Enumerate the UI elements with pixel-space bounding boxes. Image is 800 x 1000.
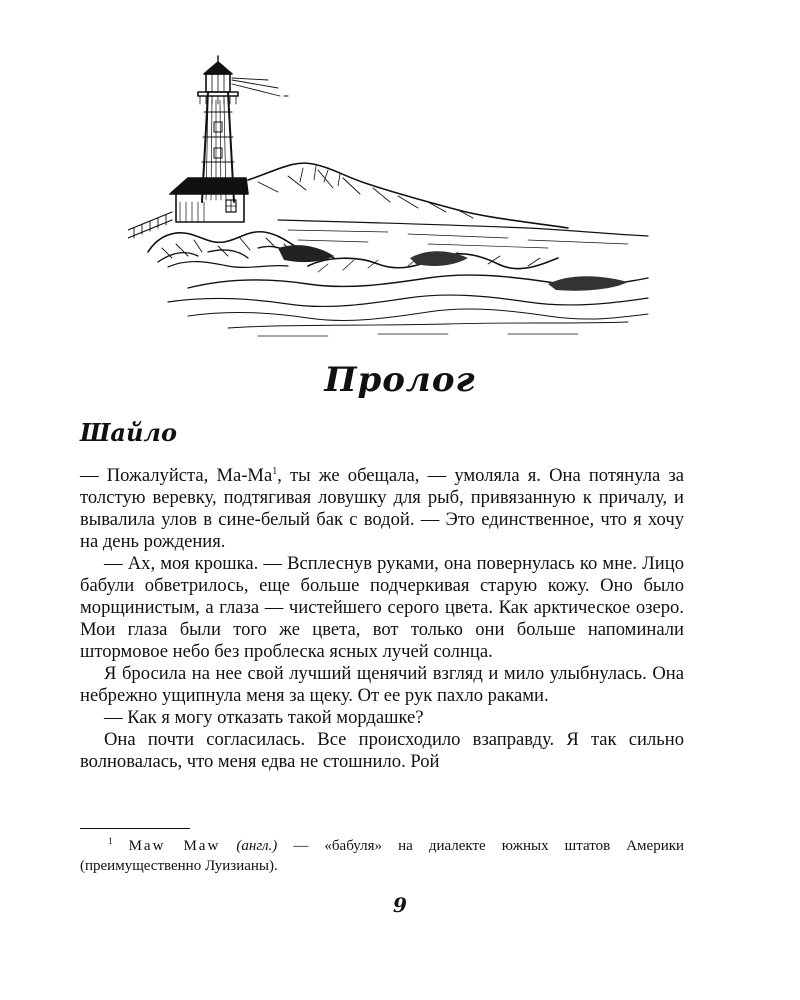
paragraph: Она почти согласилась. Все происходило взаправду. Я так сильно волновалась, что меня едва не стошнило. Рой: [80, 729, 684, 772]
chapter-title: Пролог: [324, 360, 476, 400]
footnote: [80, 836, 684, 876]
lighthouse-illustration: [128, 52, 668, 338]
paragraph: — Как я могу отказать такой мордашке?: [104, 707, 424, 728]
footnote-language: (англ.): [236, 838, 278, 854]
paragraph: — Ах, моя крошка. — Всплеснув руками, она повернулась ко мне. Лицо бабули обветрилось, еще больше подчеркивая старую кожу. Оно было морщинистым, а глаза — чистейшего серого цвета. Как арктическое озеро. Мои глаза были того же цвета, вот только они больше напоминали штормовое небо без проблеска ясных лучей солнца.: [80, 553, 684, 662]
paragraph: — Пожалуйста, $Ма-Ма^1$, ты же обещала, — умоляла я. Она потянула за толстую веревку, подтягивая ловушку для рыб, привязанную к причалу, и вывалила улов в сине-белый бак с водой. — Это единственное, что я хочу на день рождения.: [80, 465, 684, 552]
footnote-term: Maw Maw: [128, 838, 221, 854]
pov-character-heading: Шайло: [80, 418, 178, 447]
footnote-ref: 1: [272, 465, 278, 477]
page-number: 9: [393, 893, 407, 917]
footnote-divider: [80, 828, 190, 829]
footnote-text: — «бабуля» на диалекте южных штатов Америки (преимущественно Луизианы).: [80, 838, 685, 874]
paragraph: Я бросила на нее свой лучший щенячий взгляд и мило улыбнулась. Она небрежно ущипнула меня за щеку. От ее рук пахло раками.: [80, 663, 684, 706]
footnote-marker: 1: [108, 836, 113, 846]
body-text: [80, 465, 684, 773]
